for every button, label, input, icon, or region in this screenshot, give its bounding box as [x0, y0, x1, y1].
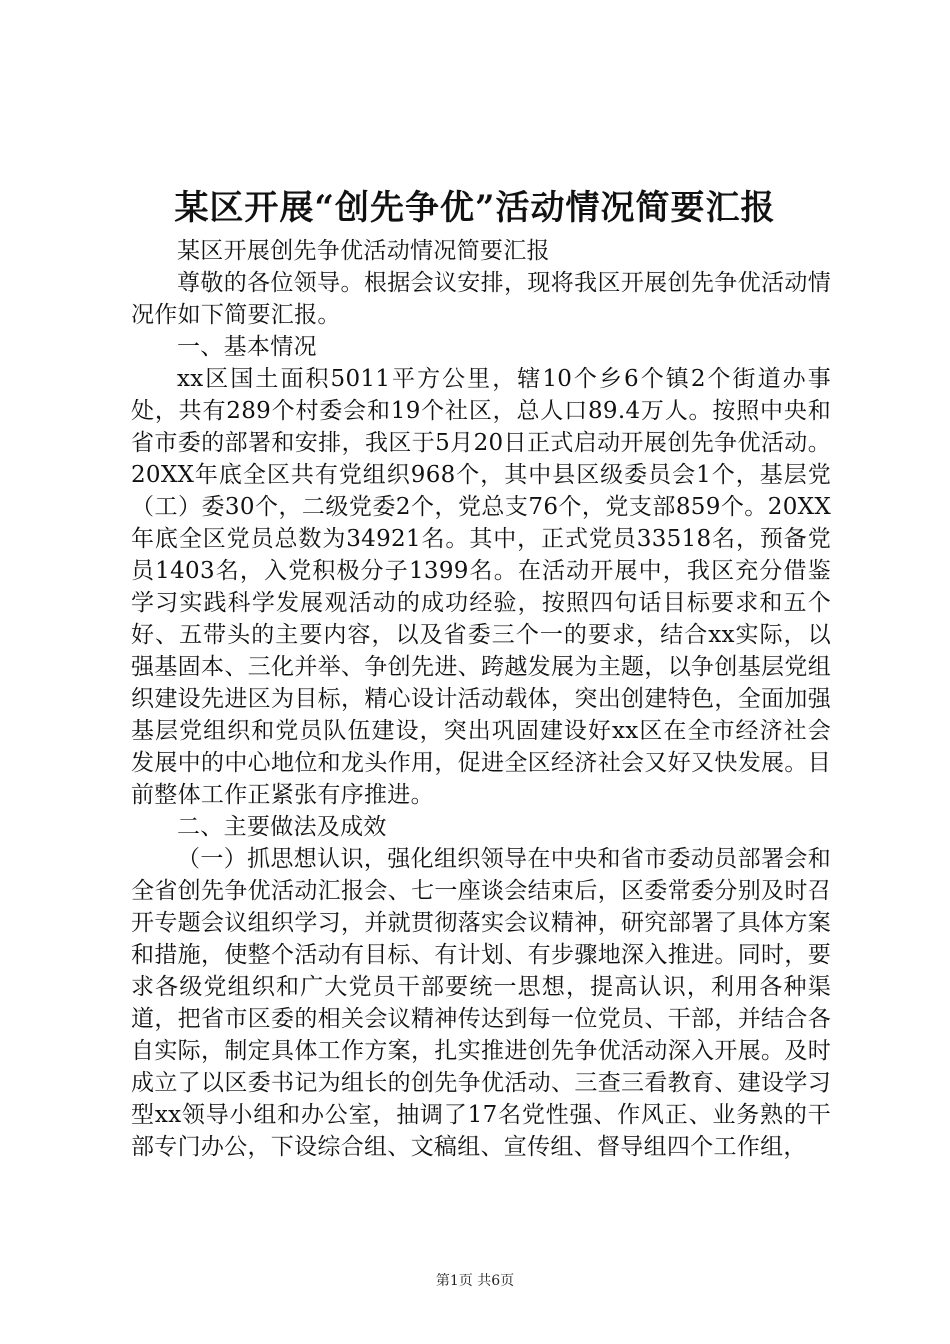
subtitle-paragraph: 某区开展创先争优活动情况简要汇报 [177, 238, 550, 264]
page-footer: 第1页 共6页 [435, 1273, 515, 1289]
practice-one-paragraph: （一）抓思想认识，强化组织领导在中央和省市委动员部署会和全省创先争优活动汇报会、七一座谈会结束后，区委常委分别及时召开专题会议组织学习，并就贯彻落实会议精神，研究部署了具体方案和措施，使整个活动有目标、有计划、有步骤地深入推进。同时，要求各级党组织和广大党员干部要统一思想，提高认识，利用各种渠道，把省市区委的相关会议精神传达到每一位党员、干部，并结合各自实际，制定具体工作方案，扎实推进创先争优活动深入开展。及时成立了以区委书记为组长的创先争优活动、三查三看教育、建设学习型xx领导小组和办公室，抽调了17名党性强、作风正、业务熟的干部专门办公，下设综合组、文稿组、宣传组、督导组四个工作组， [131, 846, 831, 1160]
basic-situation-paragraph: xx区国土面积5011平方公里，辖10个乡6个镇2个街道办事处，共有289个村委会和19个社区，总人口89.4万人。按照中央和省市委的部署和安排，我区于5月20日正式启动开展创先争优活动。20XX年底全区共有党组织968个，其中县区级委员会1个，基层党（工）委30个，二级党委2个，党总支76个，党支部859个。20XX年底全区党员总数为34921名。其中，正式党员33518名，预备党员1403名，入党积极分子1399名。在活动开展中，我区充分借鉴学习实践科学发展观活动的成功经验，按照四句话目标要求和五个好、五带头的主要内容，以及省委三个一的要求，结合xx实际，以强基固本、三化并举、争创先进、跨越发展为主题，以争创基层党组织建设先进区为目标，精心设计活动载体，突出创建特色，全面加强基层党组织和党员队伍建设，突出巩固建设好xx区在全市经济社会发展中的中心地位和龙头作用，促进全区经济社会又好又快发展。目前整体工作正紧张有序推进。 [131, 366, 831, 808]
section-heading-basic-situation: 一、基本情况 [177, 334, 317, 360]
document-body [131, 235, 831, 1163]
section-heading-main-practices: 二、主要做法及成效 [177, 814, 387, 840]
document-title: 某区开展“创先争优”活动情况简要汇报 [174, 188, 776, 228]
greeting-paragraph: 尊敬的各位领导。根据会议安排，现将我区开展创先争优活动情况作如下简要汇报。 [131, 270, 831, 328]
